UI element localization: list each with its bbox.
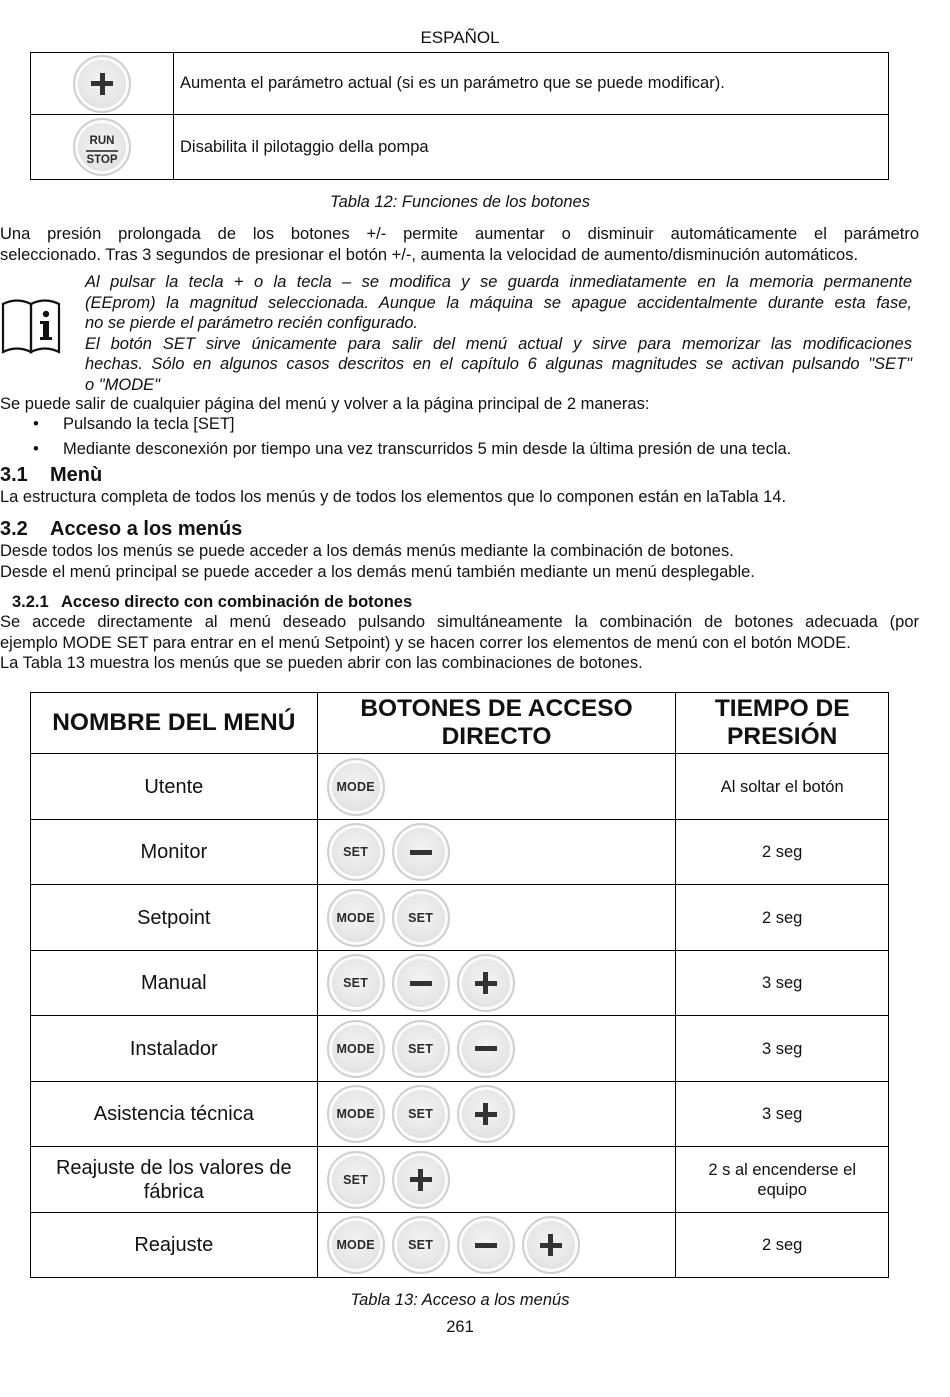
- section-heading: 3.2 Acceso a los menús: [0, 518, 243, 540]
- mode-button-icon: MODE: [327, 889, 385, 947]
- table-caption: Tabla 13: Acceso a los menús: [350, 1291, 570, 1309]
- press-time: 3 seg: [676, 1016, 889, 1082]
- table-row: [31, 885, 889, 951]
- plus-button-icon: [457, 1085, 515, 1143]
- table-row: [31, 1082, 889, 1147]
- menu-name: Asistencia técnica: [31, 1082, 318, 1147]
- table-caption: Tabla 12: Funciones de los botones: [330, 193, 590, 211]
- table-row: [31, 820, 889, 885]
- mode-button-icon: MODE: [327, 758, 385, 816]
- column-header: TIEMPO DE PRESIÓN: [676, 693, 889, 754]
- menu-name: Instalador: [31, 1016, 318, 1082]
- info-note: Al pulsar la tecla + o la tecla – se modifica y se guarda inmediatamente en la memoria permanente (EEprom) la magnitud seleccionada. Aunque la máquina se apague accidentalmente durante esta fase, no se pierde el parámetro recién configurado. El botón SET sirve únicamente para salir del menú actual y sirve para memorizar las modificaciones hechas. Sólo en algunos casos descritos en el capítulo 6 algunas magnitudes se activan pulsando "SET" o "MODE": [85, 273, 912, 394]
- table-row: [31, 1213, 889, 1278]
- section-heading: 3.1 Menù: [0, 464, 103, 486]
- paragraph: Se puede salir de cualquier página del menú y volver a la página principal de 2 maneras:: [0, 395, 650, 413]
- press-time: 2 seg: [676, 1213, 889, 1278]
- menu-name: Utente: [31, 754, 318, 820]
- minus-button-icon: [392, 954, 450, 1012]
- mode-button-icon: MODE: [327, 1020, 385, 1078]
- subsection-heading: 3.2.1 Acceso directo con combinación de botones: [12, 593, 413, 611]
- button-combination: [317, 951, 676, 1016]
- column-header: BOTONES DE ACCESO DIRECTO: [317, 693, 676, 754]
- button-combination: [317, 1213, 676, 1278]
- table-row: [31, 951, 889, 1016]
- set-button-icon: SET: [327, 823, 385, 881]
- minus-button-icon: [457, 1216, 515, 1274]
- list-item: • Mediante desconexión por tiempo una vez transcurridos 5 min desde la última presión de una tecla.: [33, 440, 792, 458]
- list-item: • Pulsando la tecla [SET]: [33, 415, 235, 433]
- button-combination: [317, 1147, 676, 1213]
- table-row: [31, 1147, 889, 1213]
- paragraph: Desde todos los menús se puede acceder a los demás menús mediante la combinación de botones.: [0, 542, 734, 560]
- paragraph: Una presión prolongada de los botones +/- permite aumentar o disminuir automáticamente el parámetro seleccionado. Tras 3 segundos de presionar el botón +/-, aumenta la velocidad de aumento/disminución automáticos.: [0, 225, 919, 264]
- menu-name: Reajuste: [31, 1213, 318, 1278]
- menu-name: Manual: [31, 951, 318, 1016]
- button-combination: [317, 1016, 676, 1082]
- plus-button-icon: [73, 55, 131, 113]
- press-time: 3 seg: [676, 1082, 889, 1147]
- paragraph: Se accede directamente al menú deseado pulsando simultáneamente la combinación de botones adecuada (por ejemplo MODE SET para entrar en el menú Setpoint) y se hacen correr los elementos de menú con el botón MODE. La Tabla 13 muestra los menús que se pueden abrir con las combinaciones de botones.: [0, 613, 919, 672]
- button-combination: [317, 885, 676, 951]
- mode-button-icon: MODE: [327, 1216, 385, 1274]
- set-button-icon: SET: [327, 954, 385, 1012]
- paragraph: Desde el menú principal se puede acceder a los demás menú también mediante un menú desplegable.: [0, 563, 755, 581]
- mode-button-icon: MODE: [327, 1085, 385, 1143]
- menu-name: Reajuste de los valores de fábrica: [31, 1147, 318, 1213]
- set-button-icon: SET: [392, 889, 450, 947]
- table-row: [31, 115, 889, 180]
- press-time: Al soltar el botón: [676, 754, 889, 820]
- table-row: [31, 754, 889, 820]
- info-book-icon: [0, 290, 64, 361]
- menu-access-table: [30, 692, 889, 1278]
- press-time: 3 seg: [676, 951, 889, 1016]
- menu-name: Setpoint: [31, 885, 318, 951]
- button-combination: [317, 1082, 676, 1147]
- run-stop-button-icon: RUN STOP: [73, 118, 131, 176]
- press-time: 2 s al encenderse el equipo: [676, 1147, 889, 1213]
- minus-button-icon: [457, 1020, 515, 1078]
- set-button-icon: SET: [327, 1151, 385, 1209]
- table-cell: Aumenta el parámetro actual (si es un parámetro que se puede modificar).: [174, 53, 889, 115]
- set-button-icon: SET: [392, 1020, 450, 1078]
- press-time: 2 seg: [676, 820, 889, 885]
- table-cell: Disabilita il pilotaggio della pompa: [174, 115, 889, 180]
- minus-button-icon: [392, 823, 450, 881]
- button-combination: [317, 754, 676, 820]
- page-header: ESPAÑOL: [420, 28, 500, 47]
- plus-button-icon: [522, 1216, 580, 1274]
- table-row: [31, 1016, 889, 1082]
- press-time: 2 seg: [676, 885, 889, 951]
- plus-button-icon: [457, 954, 515, 1012]
- buttons-function-table: [30, 52, 889, 180]
- page-number: 261: [446, 1318, 474, 1336]
- table-row: [31, 53, 889, 115]
- menu-name: Monitor: [31, 820, 318, 885]
- set-button-icon: SET: [392, 1085, 450, 1143]
- set-button-icon: SET: [392, 1216, 450, 1274]
- table-header-row: [31, 693, 889, 754]
- paragraph: La estructura completa de todos los menús y de todos los elementos que lo componen están en laTabla 14.: [0, 488, 787, 506]
- button-combination: [317, 820, 676, 885]
- plus-button-icon: [392, 1151, 450, 1209]
- column-header: NOMBRE DEL MENÚ: [31, 693, 318, 754]
